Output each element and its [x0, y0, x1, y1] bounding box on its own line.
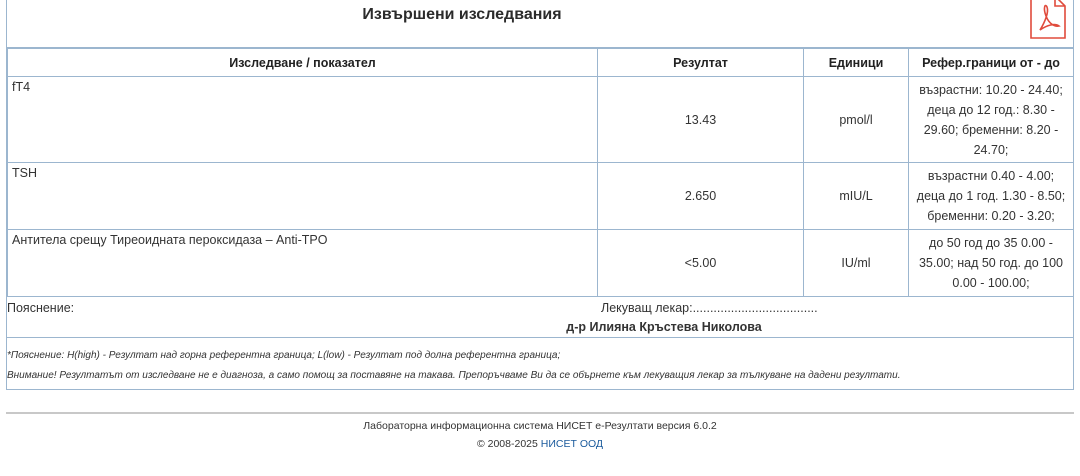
test-units: mIU/L	[804, 163, 909, 230]
test-result: <5.00	[598, 230, 804, 297]
doctor-label: Лекуващ лекар:....................................	[601, 301, 818, 315]
reference-line: до 50 год до 35 0.00 -	[929, 236, 1053, 250]
test-result: 13.43	[598, 77, 804, 163]
test-reference	[909, 230, 1074, 297]
test-units: IU/ml	[804, 230, 909, 297]
column-header-reference: Рефер.граници от - до	[909, 49, 1074, 77]
test-units: pmol/l	[804, 77, 909, 163]
table-row	[8, 77, 1074, 163]
column-header-units: Единици	[804, 49, 909, 77]
test-name: fT4	[8, 77, 598, 163]
test-reference	[909, 77, 1074, 163]
footer-system-info: Лабораторна информационна система НИСЕТ е-Резултати версия 6.0.2	[363, 420, 717, 432]
reference-line: деца до 12 год.: 8.30 -	[927, 102, 1055, 117]
copyright-text: © 2008-2025	[476, 438, 541, 450]
test-name: TSH	[8, 163, 598, 230]
company-link[interactable]: НИСЕТ ООД	[540, 438, 604, 450]
doctor-name: д-р Илияна Кръстева Николова	[566, 320, 762, 334]
reference-line: деца до 1 год. 1.30 - 8.50;	[916, 189, 1066, 203]
test-reference	[909, 163, 1074, 230]
footer-divider	[6, 412, 1074, 414]
footnote-legend: *Пояснение: H(high) - Резултат над горна референтна граница; L(low) - Резултат под долна референтна граница;	[7, 350, 561, 361]
page-title: Извършени изследвания	[362, 6, 562, 23]
table-row	[8, 163, 1074, 230]
footer-copyright	[0, 438, 1080, 450]
results-panel	[6, 0, 1074, 390]
test-result: 2.650	[598, 163, 804, 230]
column-header-result: Резултат	[598, 49, 804, 77]
pdf-file-icon[interactable]	[1029, 0, 1067, 40]
reference-line: 0.00 - 100.00;	[952, 276, 1030, 290]
notes-row	[7, 296, 1073, 338]
column-header-test: Изследване / показател	[8, 49, 598, 77]
reference-line: възрастни 0.40 - 4.00;	[927, 169, 1055, 183]
test-name: Антитела срещу Тиреоидната пероксидаза – Anti-TPO	[8, 230, 598, 297]
table-row	[8, 230, 1074, 297]
table-header-row	[8, 49, 1074, 77]
reference-line: 29.60; бременни: 8.20 -	[923, 122, 1059, 137]
notes-label: Пояснение:	[7, 301, 75, 315]
footnote-warning: Внимание! Резултатът от изследване не е диагноза, а само помощ за поставяне на такава. Препоръчваме Ви да се обърнете към лекуващия лекар за тълкуване на дадени резултати.	[7, 370, 901, 381]
results-table	[7, 48, 1074, 297]
pdf-download-button[interactable]	[1029, 0, 1067, 40]
reference-line: бременни: 0.20 - 3.20;	[927, 209, 1055, 223]
reference-line: 35.00; над 50 год. до 100	[918, 256, 1063, 270]
title-bar	[7, 0, 1073, 48]
reference-line: възрастни: 10.20 - 24.40;	[919, 82, 1063, 97]
reference-line: 24.70;	[973, 142, 1009, 157]
